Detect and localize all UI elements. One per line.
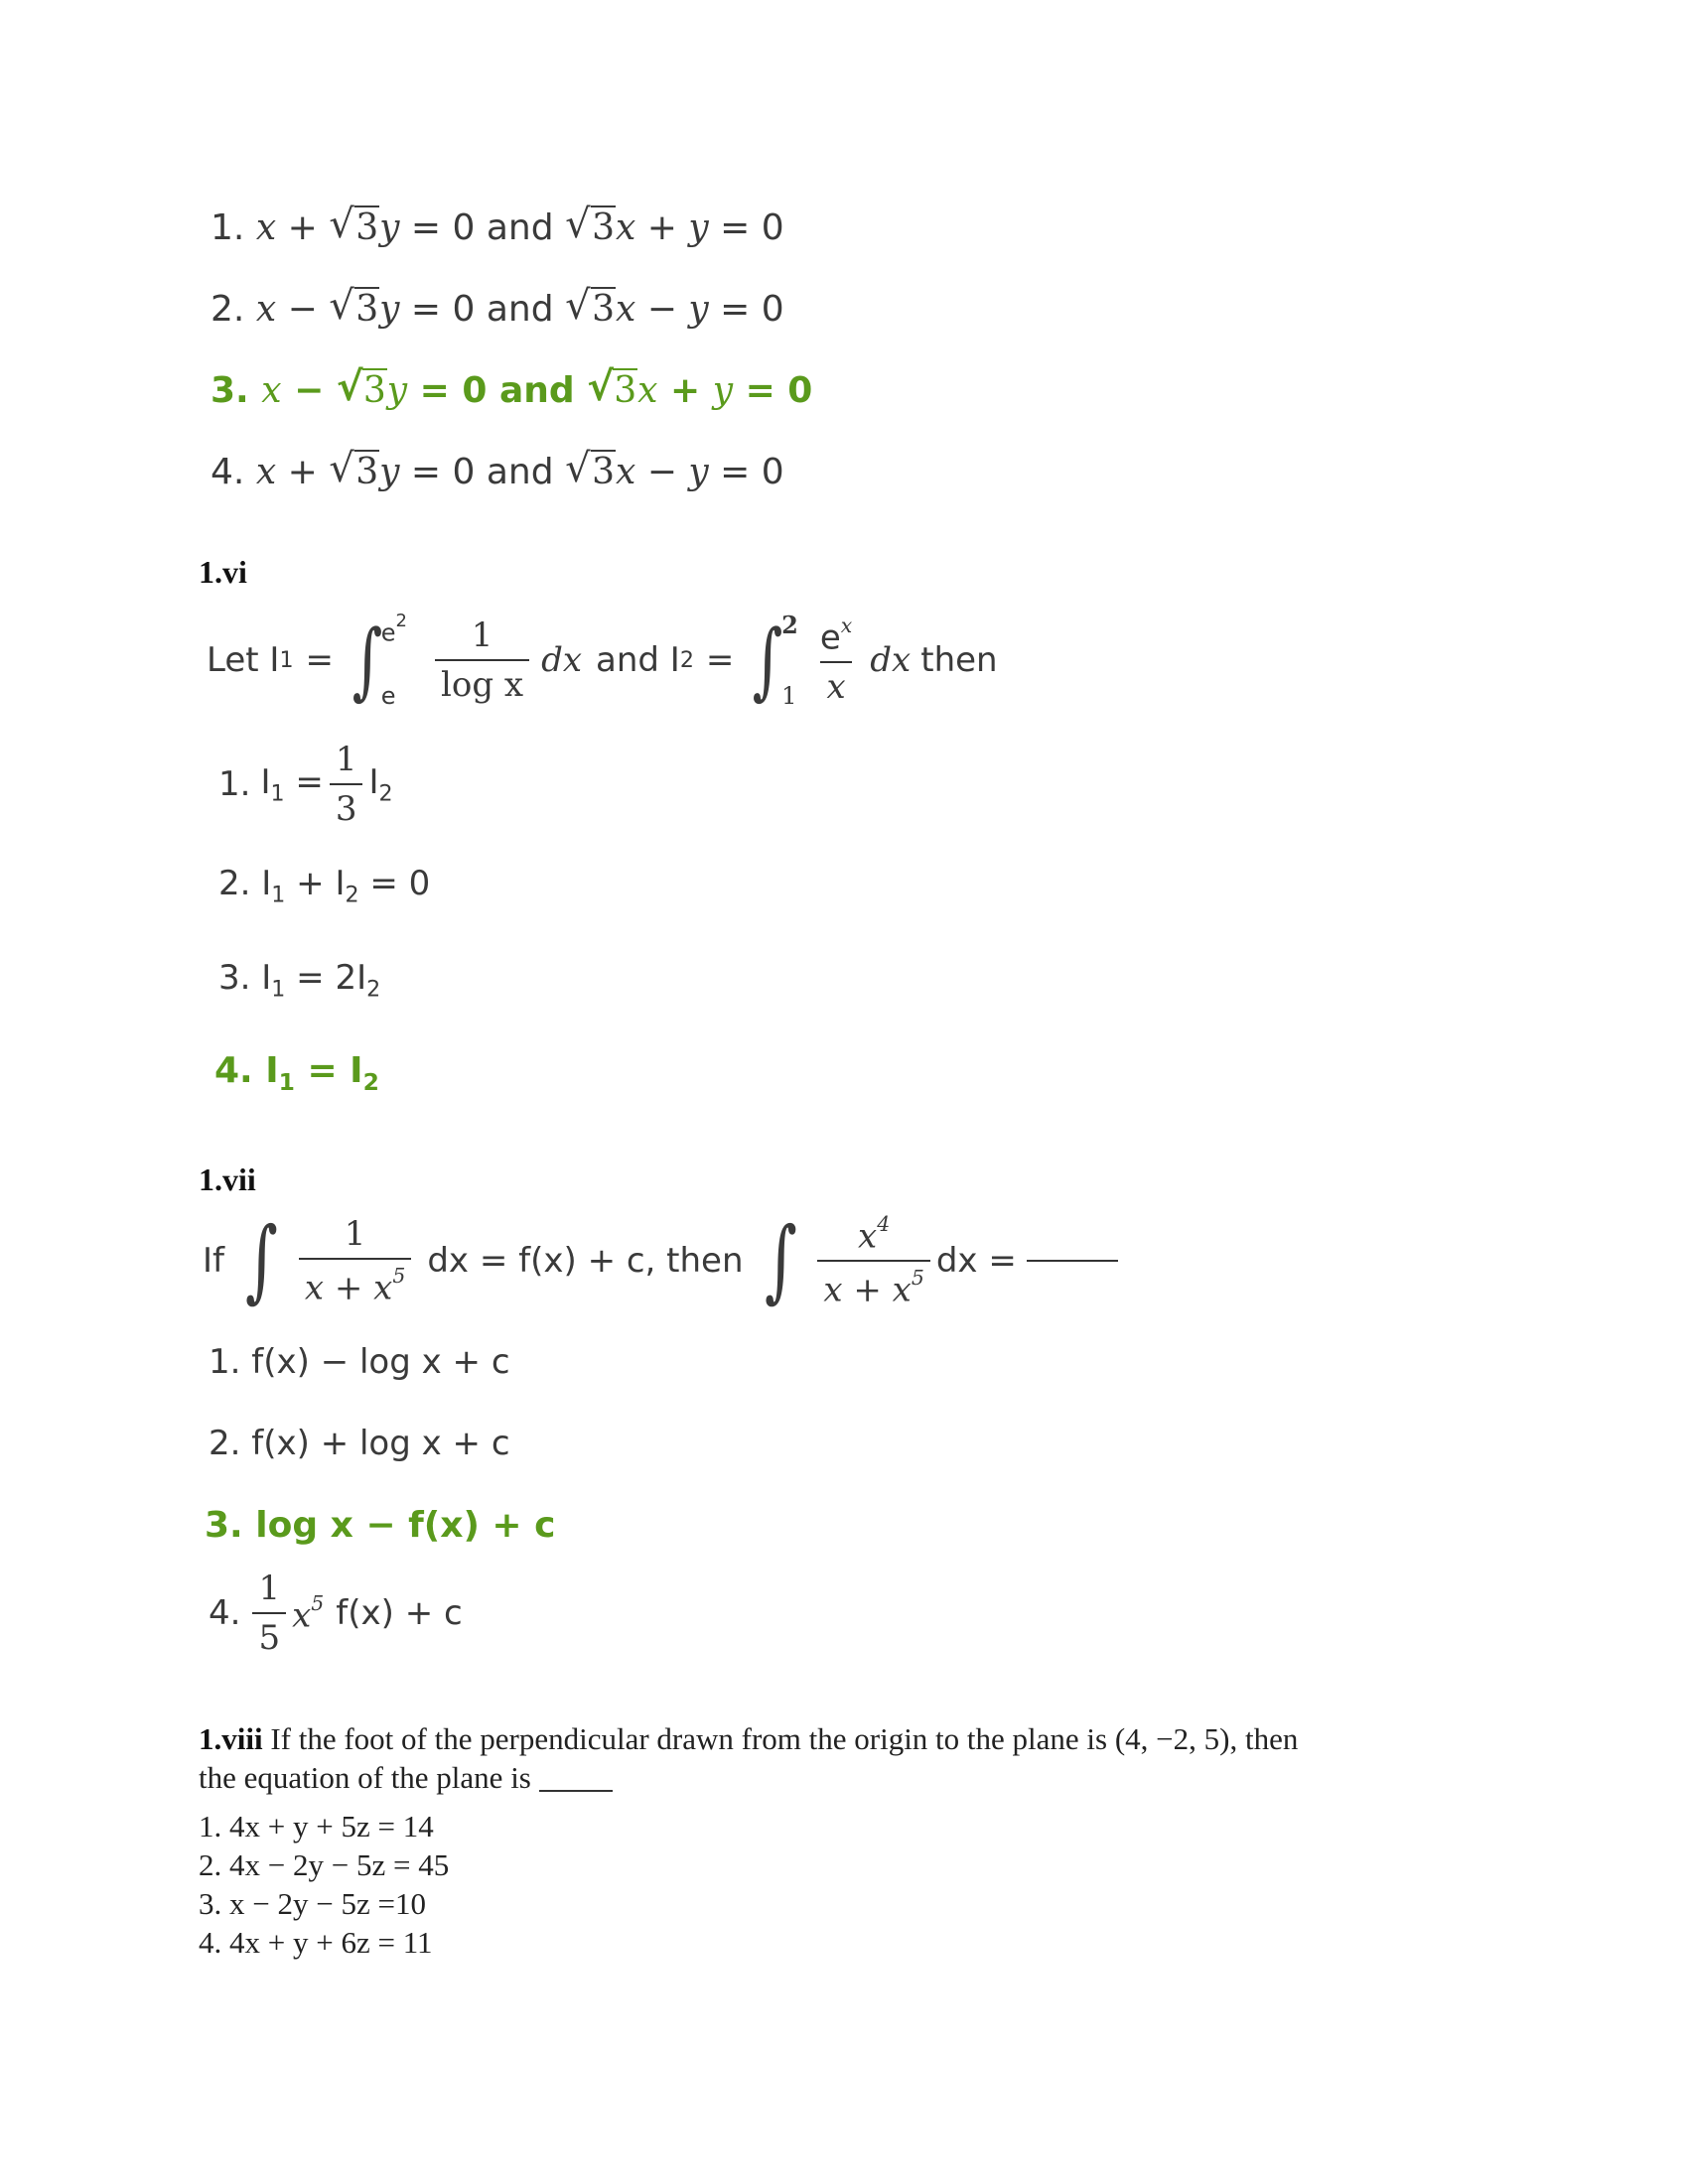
- fraction: $\frac{e^x}{x}$: [819, 613, 853, 708]
- q6-option-4-correct: 4. $I_1 = I_2$: [214, 1050, 379, 1097]
- sqrt-symbol: √ 3: [329, 446, 379, 492]
- fraction: $\frac{1}{5}$: [252, 1569, 286, 1658]
- answer-blank: [1027, 1260, 1118, 1262]
- fraction: $\frac{1}{x + x^5}$: [299, 1214, 411, 1307]
- answer-blank: [539, 1790, 613, 1792]
- q7-stem: If ∫ $\frac{1}{x + x^5}$ dx = f(x) + c, then ∫ $\frac{x^4}{x + x^5}$ dx =: [203, 1201, 1118, 1320]
- q8-option-3: 3. x − 2y − 5z =10: [199, 1886, 426, 1921]
- question-label-1vii: 1.vii: [199, 1161, 256, 1197]
- sqrt-symbol: √ 3: [565, 202, 615, 248]
- integral-sign: ∫: [764, 1208, 797, 1312]
- q7-option-4: 4. $\frac{1}{5}$ $x^5$ f(x) + c: [209, 1569, 463, 1658]
- q6-stem: Let I 1 = ∫ $e^2$ e $\frac{1}{\text{log x}}$ dx and I 2 = ∫ 2 1 $\frac{e^x}{x}$ dx then: [207, 611, 998, 710]
- q6-option-3: 3. $I_1 = 2I_2$: [218, 958, 381, 1003]
- fraction: $\frac{1}{3}$: [330, 740, 363, 829]
- q8-stem-line2: the equation of the plane is: [199, 1760, 613, 1796]
- q5-option-2: 2. x − √ 3y = 0 and √ 3x − y = 0: [211, 283, 784, 330]
- sqrt-symbol: √ 3: [336, 364, 386, 411]
- fraction: $\frac{1}{\text{log x}}$: [435, 615, 529, 705]
- question-label-1vi: 1.vi: [199, 554, 247, 590]
- sqrt-symbol: √ 3: [587, 364, 637, 411]
- q5-option-4: 4. x + √ 3y = 0 and √ 3x − y = 0: [211, 446, 784, 492]
- q6-option-2: 2. $I_1 + I_2 = 0$: [218, 864, 431, 908]
- q8-stem-line1: 1.viii If the foot of the perpendicular drawn from the origin to the plane is (4, −2, 5), then: [199, 1721, 1299, 1756]
- question-label-1viii: 1.viii: [199, 1721, 263, 1756]
- fraction: $\frac{x^4}{x + x^5}$: [817, 1212, 929, 1310]
- sqrt-symbol: √ 3: [329, 202, 379, 248]
- q7-option-1: 1. f(x) − log x + c: [209, 1342, 510, 1382]
- sqrt-symbol: √ 3: [565, 283, 615, 330]
- q6-option-1: 1. $I_1$ = $\frac{1}{3}$ $I_2$: [218, 740, 393, 829]
- q8-option-2-correct: 2. 4x − 2y − 5z = 45: [199, 1847, 450, 1882]
- sqrt-symbol: √ 3: [329, 283, 379, 330]
- integral-sign: ∫: [245, 1208, 278, 1312]
- sqrt-symbol: √ 3: [565, 446, 615, 492]
- q5-option-3-correct: 3. x − √ 3y = 0 and √ 3x + y = 0: [211, 364, 813, 411]
- q7-option-2: 2. f(x) + log x + c: [209, 1424, 510, 1463]
- q8-option-1: 1. 4x + y + 5z = 14: [199, 1809, 434, 1843]
- integral-sign: ∫: [752, 612, 783, 709]
- q7-option-3-correct: 3. log x − f(x) + c: [205, 1505, 556, 1546]
- q8-option-4: 4. 4x + y + 6z = 11: [199, 1925, 433, 1960]
- q5-option-1: 1. x + √ 3y = 0 and √ 3x + y = 0: [211, 202, 784, 248]
- integral-sign: ∫: [352, 612, 383, 709]
